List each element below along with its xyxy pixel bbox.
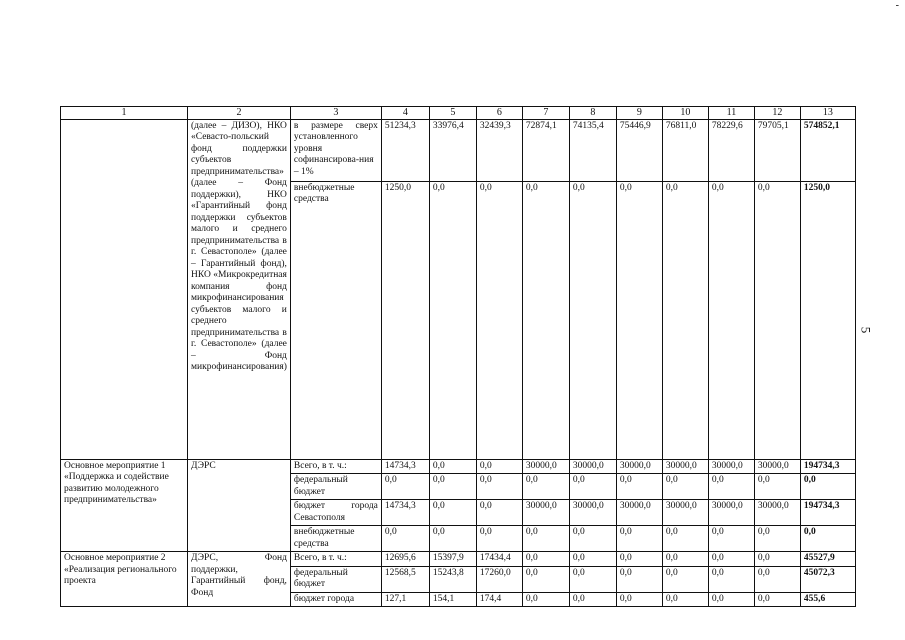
year-value-cell: 0,0	[429, 181, 476, 459]
year-value-cell: 0,0	[476, 459, 522, 474]
year-value-cell: 30000,0	[708, 459, 754, 474]
year-value-cell: 0,0	[522, 566, 569, 592]
total-cell: 194734,3	[800, 459, 855, 474]
year-value-cell: 30000,0	[662, 500, 708, 526]
event-cell	[61, 119, 188, 459]
total-cell: 574852,1	[800, 119, 855, 181]
year-value-cell: 30000,0	[522, 500, 569, 526]
year-value-cell: 14734,3	[381, 500, 429, 526]
year-value-cell: 0,0	[569, 566, 616, 592]
year-value-cell: 0,0	[662, 592, 708, 607]
funding-source-cell: Всего, в т. ч.:	[290, 552, 381, 567]
year-value-cell: 76811,0	[662, 119, 708, 181]
year-value-cell: 0,0	[429, 459, 476, 474]
header-row	[61, 107, 856, 120]
year-value-cell: 0,0	[662, 552, 708, 567]
total-cell: 1250,0	[800, 181, 855, 459]
year-value-cell: 0,0	[616, 566, 662, 592]
year-value-cell: 0,0	[662, 566, 708, 592]
year-value-cell: 0,0	[708, 526, 754, 552]
year-value-cell: 0,0	[708, 181, 754, 459]
page-number: 5	[858, 326, 874, 334]
year-value-cell: 0,0	[708, 474, 754, 500]
total-cell: 0,0	[800, 526, 855, 552]
year-value-cell: 0,0	[522, 474, 569, 500]
year-value-cell: 78229,6	[708, 119, 754, 181]
year-value-cell: 79705,1	[754, 119, 800, 181]
year-value-cell: 0,0	[522, 592, 569, 607]
total-cell: 0,0	[800, 474, 855, 500]
event-cell: Основное мероприятие 2 «Реализация регионального проекта	[61, 552, 188, 607]
year-value-cell: 15397,9	[429, 552, 476, 567]
funding-source-cell: Всего, в т. ч.:	[290, 459, 381, 474]
year-value-cell: 30000,0	[616, 459, 662, 474]
year-value-cell: 0,0	[616, 474, 662, 500]
year-value-cell: 0,0	[476, 474, 522, 500]
year-value-cell: 0,0	[708, 552, 754, 567]
year-value-cell: 51234,3	[381, 119, 429, 181]
year-value-cell: 0,0	[569, 474, 616, 500]
year-value-cell: 17260,0	[476, 566, 522, 592]
year-value-cell: 0,0	[754, 592, 800, 607]
event-cell: Основное мероприятие 1 «Поддержка и содействие развитию молодежного предпринимательства»	[61, 459, 188, 552]
year-value-cell: 0,0	[429, 500, 476, 526]
year-value-cell: 30000,0	[569, 459, 616, 474]
year-value-cell: 0,0	[616, 181, 662, 459]
year-value-cell: 0,0	[429, 526, 476, 552]
year-value-cell: 0,0	[708, 592, 754, 607]
year-value-cell: 0,0	[708, 566, 754, 592]
year-value-cell: 30000,0	[708, 500, 754, 526]
year-value-cell: 127,1	[381, 592, 429, 607]
year-value-cell: 0,0	[381, 474, 429, 500]
year-value-cell: 12695,6	[381, 552, 429, 567]
year-value-cell: 0,0	[522, 181, 569, 459]
year-value-cell: 0,0	[754, 474, 800, 500]
funding-source-cell: внебюджетные средства	[290, 526, 381, 552]
total-cell: 45072,3	[800, 566, 855, 592]
year-value-cell: 0,0	[569, 592, 616, 607]
header-cell: 6	[476, 107, 522, 120]
funding-source-cell: бюджет города Севастополя	[290, 500, 381, 526]
year-value-cell: 0,0	[754, 566, 800, 592]
executor-cell: ДЭРС, Фонд поддержки, Гарантийный фонд, Фонд	[188, 552, 291, 607]
year-value-cell: 72874,1	[522, 119, 569, 181]
year-value-cell: 154,1	[429, 592, 476, 607]
year-value-cell: 0,0	[616, 552, 662, 567]
header-cell: 11	[708, 107, 754, 120]
year-value-cell: 74135,4	[569, 119, 616, 181]
corner-mark: -	[895, 0, 899, 11]
header-cell: 3	[290, 107, 381, 120]
year-value-cell: 0,0	[381, 526, 429, 552]
year-value-cell: 0,0	[754, 552, 800, 567]
year-value-cell: 0,0	[616, 592, 662, 607]
year-value-cell: 33976,4	[429, 119, 476, 181]
year-value-cell: 0,0	[662, 181, 708, 459]
year-value-cell: 17434,4	[476, 552, 522, 567]
year-value-cell: 14734,3	[381, 459, 429, 474]
year-value-cell: 15243,8	[429, 566, 476, 592]
header-cell: 13	[800, 107, 855, 120]
header-cell: 2	[188, 107, 291, 120]
year-value-cell: 0,0	[662, 474, 708, 500]
year-value-cell: 0,0	[754, 526, 800, 552]
year-value-cell: 30000,0	[569, 500, 616, 526]
year-value-cell: 32439,3	[476, 119, 522, 181]
year-value-cell: 0,0	[569, 552, 616, 567]
year-value-cell: 174,4	[476, 592, 522, 607]
header-cell: 12	[754, 107, 800, 120]
table-row	[61, 552, 856, 567]
budget-table	[60, 106, 856, 607]
funding-source-cell: в размере сверх установленного уровня софинансирова-ния – 1%	[290, 119, 381, 181]
funding-source-cell: федеральный бюджет	[290, 474, 381, 500]
year-value-cell: 75446,9	[616, 119, 662, 181]
header-cell: 9	[616, 107, 662, 120]
funding-source-cell: федеральный бюджет	[290, 566, 381, 592]
year-value-cell: 12568,5	[381, 566, 429, 592]
year-value-cell: 1250,0	[381, 181, 429, 459]
year-value-cell: 0,0	[476, 181, 522, 459]
year-value-cell: 0,0	[569, 526, 616, 552]
header-cell: 4	[381, 107, 429, 120]
table-row	[61, 459, 856, 474]
header-cell: 7	[522, 107, 569, 120]
year-value-cell: 0,0	[754, 181, 800, 459]
year-value-cell: 0,0	[569, 181, 616, 459]
total-cell: 455,6	[800, 592, 855, 607]
executor-cell: (далее – ДИЗО), НКО «Севасто-польский фонд поддержки субъектов предпринимательства» (далее – Фонд поддержки), НКО «Гарантийный фонд поддержки субъектов малого и среднего предпринимательства в г. Севастополе» (далее – Гарантийный фонд), НКО «Микрокредитная компания фонд микрофинансирования субъектов малого и среднего предпринимательства в г. Севастополе» (далее – Фонд микрофинансирования)	[188, 119, 291, 459]
year-value-cell: 30000,0	[754, 459, 800, 474]
header-cell: 10	[662, 107, 708, 120]
year-value-cell: 30000,0	[616, 500, 662, 526]
header-cell: 1	[61, 107, 188, 120]
funding-source-cell: внебюджетные средства	[290, 181, 381, 459]
header-cell: 8	[569, 107, 616, 120]
year-value-cell: 0,0	[476, 526, 522, 552]
year-value-cell: 0,0	[616, 526, 662, 552]
header-cell: 5	[429, 107, 476, 120]
year-value-cell: 0,0	[522, 552, 569, 567]
year-value-cell: 30000,0	[522, 459, 569, 474]
total-cell: 45527,9	[800, 552, 855, 567]
funding-source-cell: бюджет города	[290, 592, 381, 607]
table-row	[61, 119, 856, 181]
year-value-cell: 0,0	[476, 500, 522, 526]
year-value-cell: 0,0	[429, 474, 476, 500]
executor-cell: ДЭРС	[188, 459, 291, 552]
year-value-cell: 0,0	[522, 526, 569, 552]
total-cell: 194734,3	[800, 500, 855, 526]
year-value-cell: 0,0	[662, 526, 708, 552]
year-value-cell: 30000,0	[754, 500, 800, 526]
year-value-cell: 30000,0	[662, 459, 708, 474]
